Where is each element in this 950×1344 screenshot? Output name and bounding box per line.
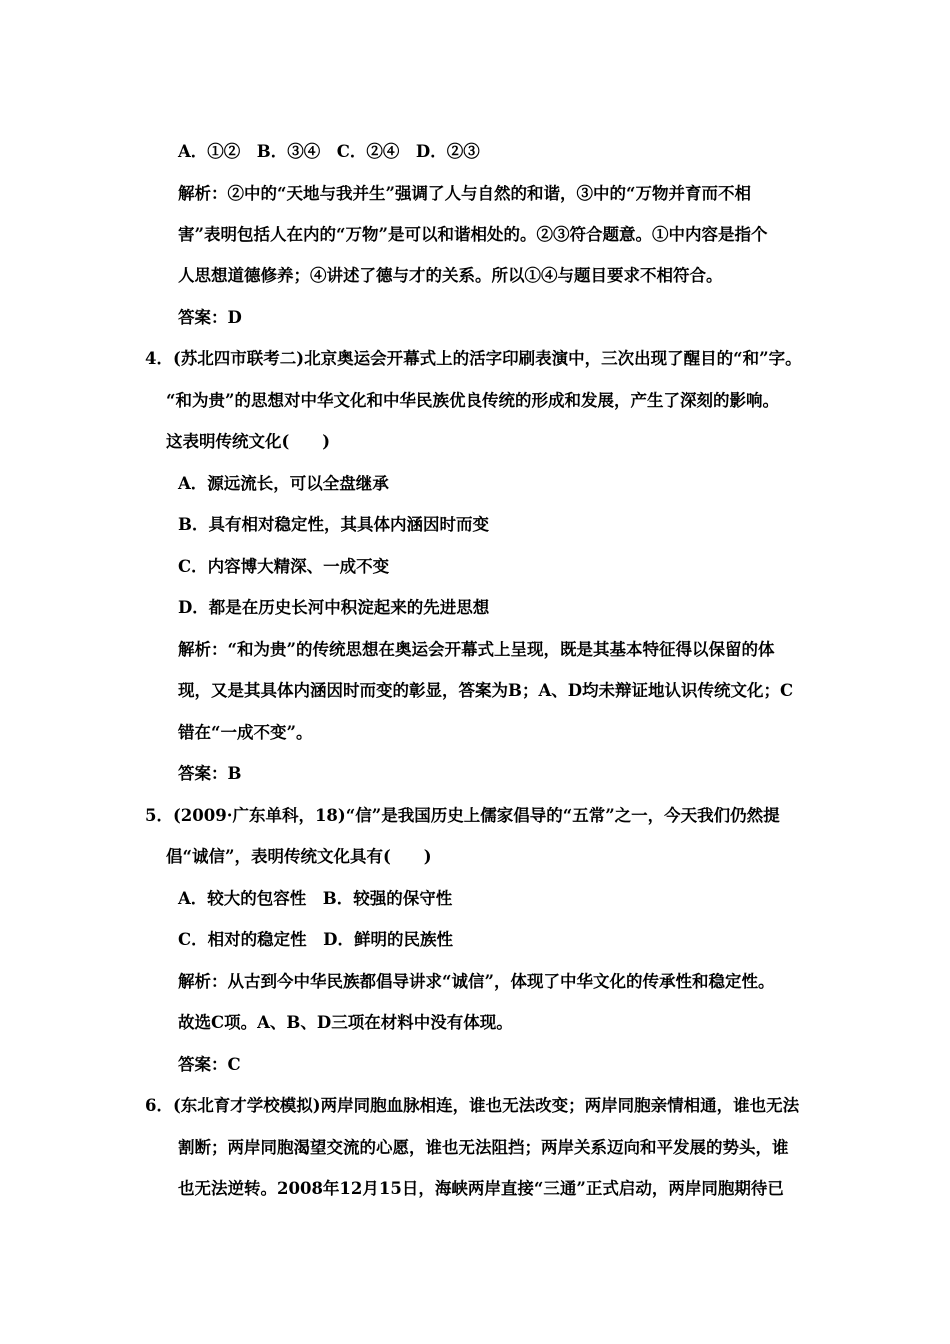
q6-stem-line-3: 也无法逆转。2008年12月15日，海峡两岸直接“三通”正式启动，两岸同胞期待已 bbox=[178, 1179, 784, 1198]
q5-stem-line-1: 5．(2009·广东单科，18)“信”是我国历史上儒家倡导的“五常”之一，今天我们仍然提 bbox=[145, 806, 780, 825]
q4-analysis-line-3: 错在“一成不变”。 bbox=[178, 723, 313, 742]
q5-analysis-line-1: 解析：从古到今中华民族都倡导讲求“诚信”，体现了中华文化的传承性和稳定性。 bbox=[178, 972, 775, 991]
q5-analysis-line-2: 故选C项。A、B、D三项在材料中没有体现。 bbox=[178, 1013, 513, 1032]
q3-analysis-line-1: 解析：②中的“天地与我并生”强调了人与自然的和谐，③中的“万物并育而不相 bbox=[178, 184, 751, 203]
q4-stem-line-3: 这表明传统文化( ) bbox=[166, 432, 331, 451]
q6-stem-line-1: 6．(东北育才学校模拟)两岸同胞血脉相连，谁也无法改变；两岸同胞亲情相通，谁也无法 bbox=[145, 1096, 800, 1115]
q4-stem-line-2: “和为贵”的思想对中华文化和中华民族优良传统的形成和发展，产生了深刻的影响。 bbox=[166, 391, 779, 410]
q3-analysis-line-2: 害”表明包括人在内的“万物”是可以和谐相处的。②③符合题意。①中内容是指个 bbox=[178, 225, 768, 244]
q5-answer: 答案：C bbox=[178, 1055, 241, 1074]
q5-options-cd: C．相对的稳定性 D．鲜明的民族性 bbox=[178, 930, 453, 949]
q3-options: A．①② B．③④ C．②④ D．②③ bbox=[178, 142, 480, 161]
q3-answer: 答案：D bbox=[178, 308, 242, 327]
q4-option-c: C．内容博大精深、一成不变 bbox=[178, 557, 390, 576]
q5-stem-line-2: 倡“诚信”，表明传统文化具有( ) bbox=[166, 847, 432, 866]
q4-answer: 答案：B bbox=[178, 764, 242, 783]
q4-stem-line-1: 4．(苏北四市联考二)北京奥运会开幕式上的活字印刷表演中，三次出现了醒目的“和”字。 bbox=[145, 349, 802, 368]
q4-analysis-line-2: 现，又是其具体内涵因时而变的彰显，答案为B；A、D均未辩证地认识传统文化；C bbox=[178, 681, 794, 700]
q4-option-a: A．源远流长，可以全盘继承 bbox=[178, 474, 389, 493]
q5-options-ab: A．较大的包容性 B．较强的保守性 bbox=[178, 889, 453, 908]
q3-analysis-line-3: 人思想道德修养；④讲述了德与才的关系。所以①④与题目要求不相符合。 bbox=[178, 266, 723, 285]
q4-option-d: D．都是在历史长河中积淀起来的先进思想 bbox=[178, 598, 490, 617]
q6-stem-line-2: 割断；两岸同胞渴望交流的心愿，谁也无法阻挡；两岸关系迈向和平发展的势头，谁 bbox=[178, 1138, 789, 1157]
q4-option-b: B．具有相对稳定性，其具体内涵因时而变 bbox=[178, 515, 489, 534]
q4-analysis-line-1: 解析：“和为贵”的传统思想在奥运会开幕式上呈现，既是其基本特征得以保留的体 bbox=[178, 640, 775, 659]
